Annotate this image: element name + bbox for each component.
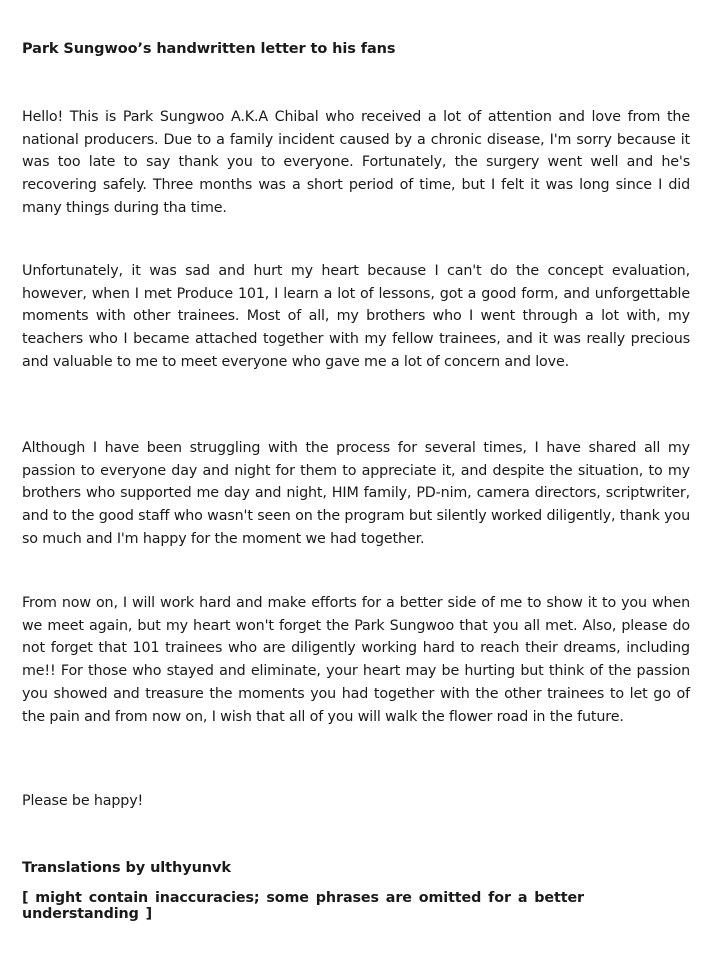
letter-title: Park Sungwoo’s handwritten letter to his fans xyxy=(22,41,396,57)
letter-document xyxy=(22,0,690,960)
translation-credit: Translations by ulthyunvk xyxy=(22,860,231,876)
closing-line: Please be happy! xyxy=(22,793,144,809)
paragraph-greeting: Hello! This is Park Sungwoo A.K.A Chibal who received a lot of attention and love from the national producers. Due to a family incident caused by a chronic disease, I'm sorry because it was too late to say thank you to everyone. Fortunately, the surgery went well and he's recovering safely. Three months was a short period of time, but I felt it was long since I did many things during tha time. xyxy=(22,109,690,216)
paragraph-future: From now on, I will work hard and make efforts for a better side of me to show it to you when we meet again, but my heart won't forget the Park Sungwoo that you all met. Also, please do not forget that 101 trainees who are diligently working hard to reach their dreams, including me!! For those who stayed and eliminate, your heart may be hurting but think of the passion you showed and treasure the moments you had together with the other trainees to let go of the pain and from now on, I wish that all of you will walk the flower road in the future. xyxy=(22,595,690,725)
translation-disclaimer: [ might contain inaccuracies; some phrases are omitted for a better understanding ] xyxy=(22,890,584,922)
paragraph-produce-101: Unfortunately, it was sad and hurt my heart because I can't do the concept evaluation, however, when I met Produce 101, I learn a lot of lessons, got a good form, and unforgettable moments with other trainees. Most of all, my brothers who I went through a lot with, my teachers who I became attached together with my fellow trainees, and it was really precious and valuable to me to meet everyone who gave me a lot of concern and love. xyxy=(22,263,690,370)
paragraph-thanks: Although I have been struggling with the process for several times, I have shared all my passion to everyone day and night for them to appreciate it, and despite the situation, to my brothers who supported me day and night, HIM family, PD-nim, camera directors, scriptwriter, and to the good staff who wasn't seen on the program but silently worked diligently, thank you so much and I'm happy for the moment we had together. xyxy=(22,440,690,547)
